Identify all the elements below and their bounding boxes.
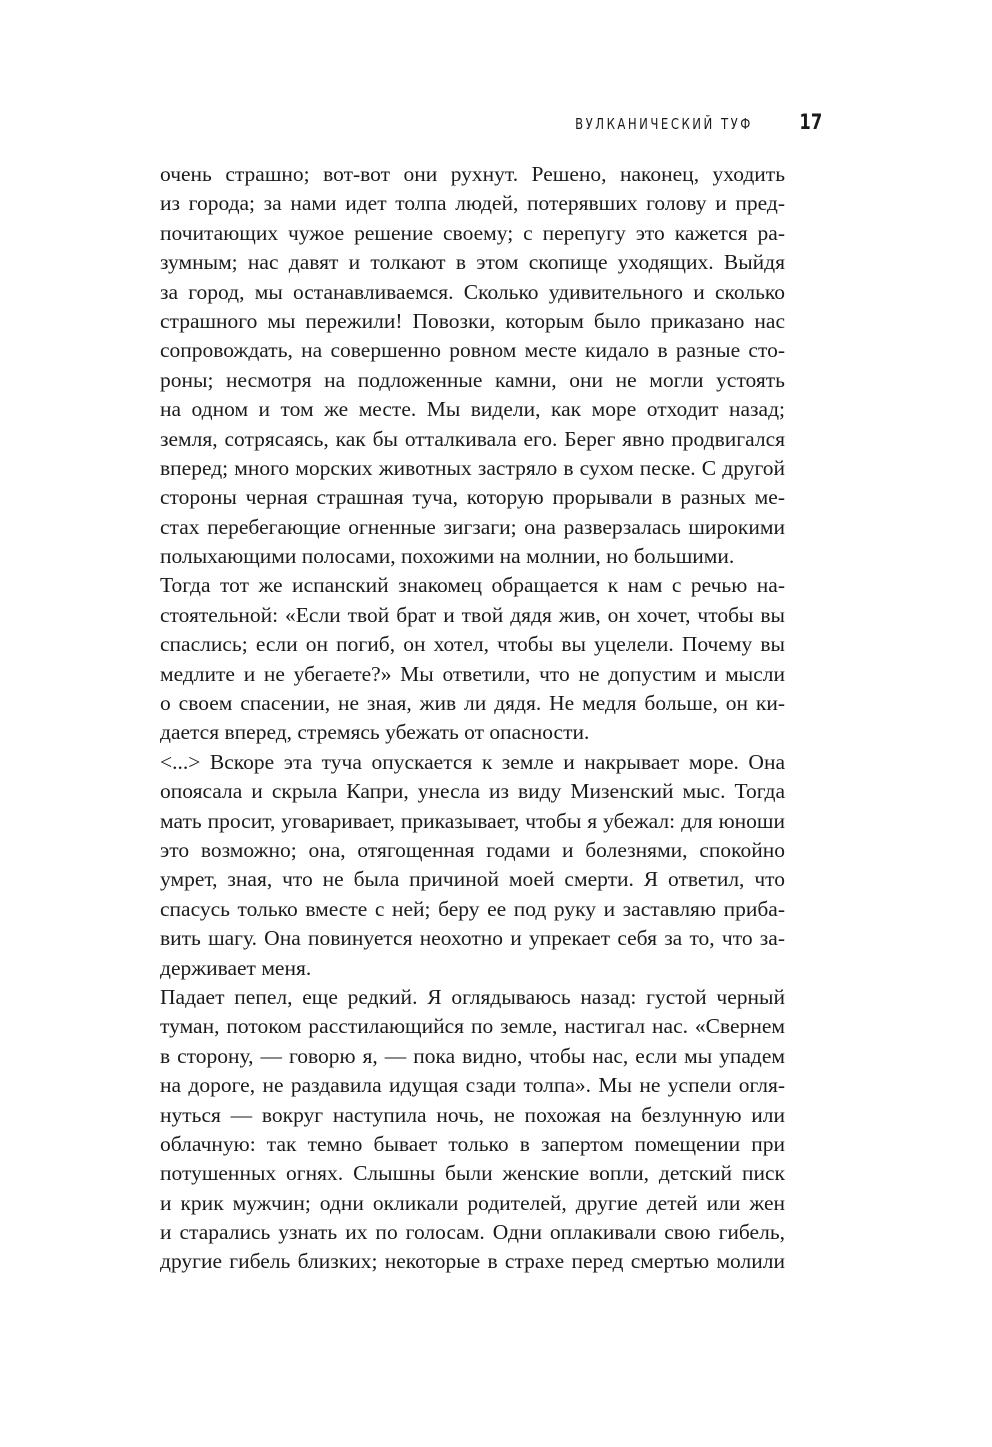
text-line: опоясала и скрыла Капри, унесла из виду Мизенский мыс. Тогда — [160, 779, 785, 804]
text-line: спасусь только вместе с ней; беру ее под руку и заставляю приба- — [160, 896, 785, 921]
text-line: земля, сотрясаясь, как бы отталкивала его. Берег явно продвигался — [160, 426, 785, 451]
text-line: зумным; нас давят и толкают в этом скопище уходящих. Выйдя — [160, 250, 785, 275]
text-line: спаслись; если он погиб, он хотел, чтобы вы уцелели. Почему вы — [160, 632, 785, 657]
page-number: 17 — [799, 110, 822, 134]
text-line: <...> Вскоре эта туча опускается к земле и накрывает море. Она — [160, 749, 785, 774]
text-line: очень страшно; вот-вот они рухнут. Решено, наконец, уходить — [160, 162, 785, 186]
text-line: вить шагу. Она повинуется неохотно и упрекает себя за то, что за- — [160, 926, 785, 951]
text-line: в сторону, — говорю я, — пока видно, чтобы нас, если мы упадем — [160, 1043, 785, 1068]
text-line: страшного мы пережили! Повозки, которым было приказано нас — [160, 308, 785, 333]
text-line: дается вперед, стремясь убежать от опасности. — [160, 720, 590, 745]
text-line: потушенных огнях. Слышны были женские вопли, детский писк — [160, 1161, 785, 1186]
text-line: стоятельной: «Если твой брат и твой дядя жив, он хочет, чтобы вы — [160, 602, 785, 627]
text-line: стороны черная страшная туча, которую прорывали в разных ме- — [160, 485, 785, 510]
text-line: стах перебегающие огненные зигзаги; она разверзалась широкими — [160, 514, 785, 539]
text-line: о своем спасении, не зная, жив ли дядя. Не медля больше, он ки- — [160, 691, 785, 716]
text-line: роны; несмотря на подложенные камни, они не могли устоять — [160, 367, 785, 392]
text-line: за город, мы останавливаемся. Сколько удивительного и сколько — [160, 279, 785, 304]
text-line: на дороге, не раздавила идущая сзади толпа». Мы не успели огля- — [160, 1073, 785, 1098]
body-text — [160, 160, 785, 1277]
text-line: медлите и не убегаете?» Мы ответили, что не допустим и мысли — [160, 661, 785, 686]
text-line: Падает пепел, еще редкий. Я оглядываюсь назад: густой черный — [160, 984, 785, 1009]
text-line: держивает меня. — [160, 955, 312, 980]
text-line: полыхающими полосами, похожими на молнии, но большими. — [160, 544, 735, 569]
text-line: Тогда тот же испанский знакомец обращается к нам с речью на- — [160, 573, 785, 598]
text-line: умрет, зная, что не была причиной моей смерти. Я ответил, что — [160, 867, 785, 892]
text-line: и крик мужчин; одни окликали родителей, другие детей или жен — [160, 1190, 785, 1215]
text-line: другие гибель близких; некоторые в страхе перед смертью молили — [160, 1249, 785, 1274]
text-line: нуться — вокруг наступила ночь, не похожая на безлунную или — [160, 1102, 785, 1127]
text-line: это возможно; она, отягощенная годами и болезнями, спокойно — [160, 837, 785, 862]
text-line: на одном и том же месте. Мы видели, как море отходит назад; — [160, 397, 785, 422]
text-line: и старались узнать их по голосам. Одни оплакивали свою гибель, — [160, 1220, 785, 1245]
running-head — [525, 110, 822, 134]
text-line: из города; за нами идет толпа людей, потерявших голову и пред- — [160, 191, 785, 216]
text-line: сопровождать, на совершенно ровном месте кидало в разные сто- — [160, 338, 785, 363]
text-line: облачную: так темно бывает только в запертом помещении при — [160, 1131, 785, 1156]
text-line: туман, потоком расстилающийся по земле, настигал нас. «Свернем — [160, 1014, 785, 1039]
chapter-title: ВУЛКАНИЧЕСКИЙ ТУФ — [575, 115, 753, 133]
text-line: вперед; много морских животных застряло в сухом песке. С другой — [160, 455, 785, 480]
text-line: почитающих чужое решение своему; с перепугу это кажется ра- — [160, 220, 785, 245]
text-line: мать просит, уговаривает, приказывает, чтобы я убежал: для юноши — [160, 808, 785, 833]
